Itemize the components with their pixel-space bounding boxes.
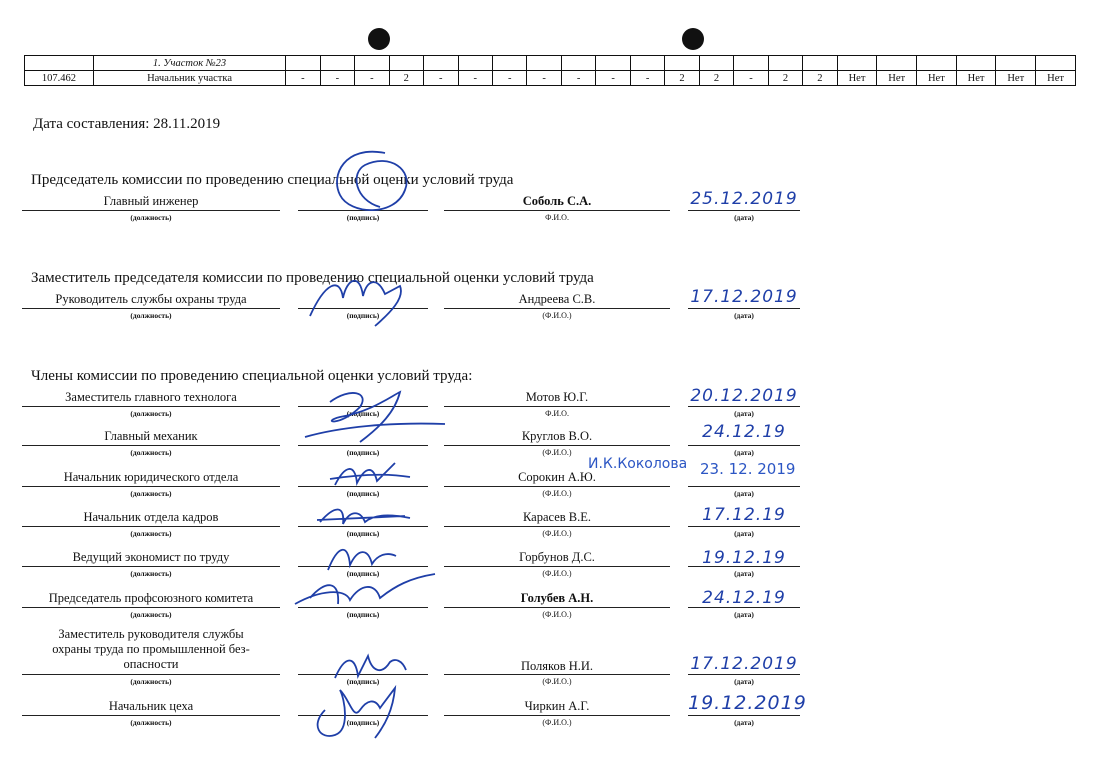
member-position: Начальник цеха — [108, 699, 194, 713]
signature-caption: (подпись) — [346, 569, 380, 578]
signature-caption: (подпись) — [346, 610, 380, 619]
member-name: Чиркин А.Г. — [524, 699, 590, 713]
member-signature — [325, 455, 415, 495]
member-name: Круглов В.О. — [521, 429, 593, 443]
date-line — [688, 445, 800, 446]
signature-caption: (подпись) — [346, 489, 380, 498]
member-position: Начальник юридического отдела — [63, 470, 239, 484]
table-cell: - — [561, 71, 595, 86]
table-cell: Нет — [996, 71, 1036, 86]
member-name: Горбунов Д.С. — [519, 550, 595, 564]
table-section-row — [25, 56, 1076, 71]
chairman-date: 25.12.2019 — [690, 189, 798, 209]
date-line — [688, 406, 800, 407]
member-position: Главный механик — [104, 429, 198, 443]
table-cell: - — [527, 71, 561, 86]
date-line — [688, 308, 800, 309]
punch-hole-left — [368, 28, 390, 50]
date-caption: (дата) — [734, 448, 754, 457]
position-line — [22, 308, 280, 309]
position-line-1: Заместитель руководителя службы — [58, 627, 244, 641]
chairman-name: Соболь С.А. — [522, 194, 592, 208]
date-line — [688, 607, 800, 608]
position-caption: (должность) — [130, 569, 172, 578]
position-line — [22, 210, 280, 211]
position-line — [22, 486, 280, 487]
member-date: 19.12.2019 — [688, 692, 807, 714]
member-date: 24.12.19 — [702, 588, 786, 608]
position-caption: (должность) — [130, 718, 172, 727]
member-position: Заместитель главного технолога — [65, 390, 237, 404]
table-cell: 2 — [665, 71, 699, 86]
member-name: Сорокин А.Ю. — [518, 470, 596, 484]
member-date: 19.12.19 — [702, 548, 786, 568]
assessment-table — [24, 55, 1076, 86]
fio-line — [444, 674, 670, 675]
date-line — [688, 526, 800, 527]
row-position: Начальник участка — [93, 71, 285, 86]
date-line — [688, 674, 800, 675]
position-caption: (должность) — [130, 311, 172, 320]
fio-caption: (Ф.И.О.) — [542, 610, 572, 619]
date-caption: (дата) — [734, 311, 754, 320]
fio-caption: Ф.И.О. — [545, 409, 569, 418]
fio-caption: (Ф.И.О.) — [542, 677, 572, 686]
member-position: Ведущий экономист по труду — [72, 550, 230, 564]
table-cell: - — [320, 71, 354, 86]
table-cell: Нет — [877, 71, 917, 86]
position-line-3: опасности — [123, 657, 179, 671]
fio-caption: (Ф.И.О.) — [542, 718, 572, 727]
table-cell: - — [458, 71, 492, 86]
signature-caption: (подпись) — [346, 529, 380, 538]
position-line — [22, 566, 280, 567]
table-cell: 2 — [699, 71, 733, 86]
verification-stamp: И.К.Коколова — [588, 456, 688, 472]
member-signature — [290, 570, 440, 612]
position-caption: (должность) — [130, 448, 172, 457]
table-cell: 2 — [768, 71, 802, 86]
fio-line — [444, 526, 670, 527]
table-cell: - — [596, 71, 630, 86]
position-caption: (должность) — [130, 529, 172, 538]
date-line — [688, 715, 800, 716]
member-date: 17.12.2019 — [690, 654, 798, 674]
member-position: Начальник отдела кадров — [83, 510, 219, 524]
date-caption: (дата) — [734, 718, 754, 727]
position-caption: (должность) — [130, 489, 172, 498]
member-name: Голубев А.Н. — [520, 591, 594, 605]
chairman-position: Главный инженер — [103, 194, 199, 208]
date-line — [688, 210, 800, 211]
position-line — [22, 715, 280, 716]
fio-line — [444, 210, 670, 211]
signature-caption: (подпись) — [346, 448, 380, 457]
table-row — [25, 71, 1076, 86]
row-code: 107.462 — [25, 71, 94, 86]
fio-caption: (Ф.И.О.) — [542, 569, 572, 578]
fio-line — [444, 445, 670, 446]
date-caption: (дата) — [734, 569, 754, 578]
member-name: Карасев В.Е. — [522, 510, 592, 524]
position-line — [22, 406, 280, 407]
members-heading: Члены комиссии по проведению специальной оценки условий труда: — [31, 368, 473, 384]
member-position: Председатель профсоюзного комитета — [48, 591, 254, 605]
table-cell: - — [355, 71, 389, 86]
position-caption: (должность) — [130, 610, 172, 619]
position-line-2: охраны труда по промышленной без- — [52, 642, 250, 656]
fio-caption: (Ф.И.О.) — [542, 529, 572, 538]
member-signature — [315, 500, 415, 532]
fio-caption: Ф.И.О. — [545, 213, 569, 222]
position-line — [22, 607, 280, 608]
deputy-heading: Заместитель председателя комиссии по проведению специальной оценки условий труда — [31, 270, 594, 286]
table-cell: - — [424, 71, 458, 86]
position-line — [22, 526, 280, 527]
member-name: Мотов Ю.Г. — [525, 390, 589, 404]
deputy-date: 17.12.2019 — [690, 287, 798, 307]
date-line — [688, 486, 800, 487]
member-position-multiline — [22, 627, 280, 672]
position-line — [22, 445, 280, 446]
table-cell: Нет — [956, 71, 996, 86]
signature-caption: (подпись) — [346, 718, 380, 727]
member-date: 23. 12. 2019 — [700, 460, 796, 478]
table-cell: Нет — [1036, 71, 1076, 86]
table-cell: Нет — [917, 71, 957, 86]
table-cell: 2 — [389, 71, 423, 86]
position-line — [22, 674, 280, 675]
member-date: 17.12.19 — [702, 505, 786, 525]
chairman-signature — [325, 145, 415, 220]
table-cell: Нет — [837, 71, 877, 86]
signature-caption: (подпись) — [346, 311, 380, 320]
fio-line — [444, 486, 670, 487]
date-caption: (дата) — [734, 409, 754, 418]
fio-line — [444, 566, 670, 567]
date-caption: (дата) — [734, 610, 754, 619]
signature-caption: (подпись) — [346, 677, 380, 686]
fio-caption: (Ф.И.О.) — [542, 448, 572, 457]
position-caption: (должность) — [130, 409, 172, 418]
fio-line — [444, 715, 670, 716]
table-cell: - — [492, 71, 526, 86]
deputy-position: Руководитель службы охраны труда — [55, 292, 247, 306]
fio-caption: (Ф.И.О.) — [542, 311, 572, 320]
position-caption: (должность) — [130, 677, 172, 686]
deputy-signature — [305, 268, 420, 330]
member-name: Поляков Н.И. — [520, 659, 594, 673]
table-cell: 2 — [803, 71, 837, 86]
signature-line — [298, 445, 428, 446]
compilation-date: Дата составления: 28.11.2019 — [33, 116, 221, 132]
fio-line — [444, 607, 670, 608]
date-caption: (дата) — [734, 677, 754, 686]
member-signature — [305, 680, 420, 742]
fio-line — [444, 406, 670, 407]
table-cell: - — [286, 71, 320, 86]
section-label: 1. Участок №23 — [93, 56, 285, 71]
table-cell: - — [734, 71, 768, 86]
punch-hole-right — [682, 28, 704, 50]
signature-caption: (подпись) — [346, 213, 380, 222]
chairman-heading: Председатель комиссии по проведению специальной оценки условий труда — [31, 172, 514, 188]
date-caption: (дата) — [734, 529, 754, 538]
position-caption: (должность) — [130, 213, 172, 222]
date-line — [688, 566, 800, 567]
member-date: 20.12.2019 — [690, 386, 798, 406]
table-cell: - — [630, 71, 664, 86]
signature-caption: (подпись) — [346, 409, 380, 418]
date-caption: (дата) — [734, 489, 754, 498]
deputy-name: Андреева С.В. — [518, 292, 596, 306]
member-date: 24.12.19 — [702, 422, 786, 442]
fio-line — [444, 308, 670, 309]
fio-caption: (Ф.И.О.) — [542, 489, 572, 498]
date-caption: (дата) — [734, 213, 754, 222]
